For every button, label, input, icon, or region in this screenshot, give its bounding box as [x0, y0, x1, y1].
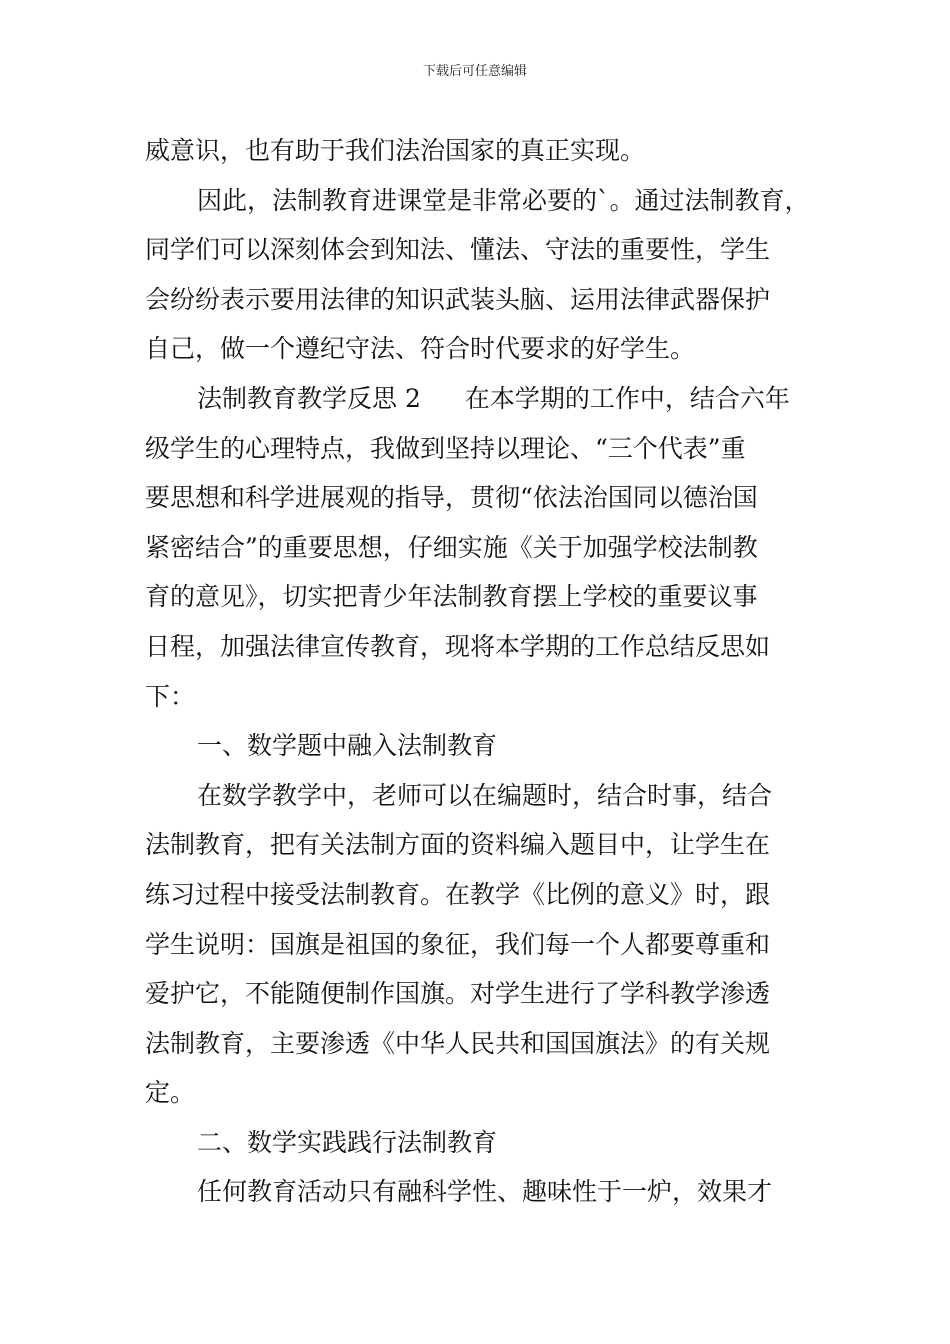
page-header-note: 下载后可任意编辑 — [422, 64, 527, 79]
document-body — [145, 126, 815, 1217]
paragraph-start: 在数学教学中，老师可以在编题时，结合时事，结合 — [197, 780, 773, 810]
text-line: 法制教育，主要渗透《中华人民共和国国旗法》的有关规 — [145, 1028, 771, 1058]
text-line: 练习过程中接受法制教育。在教学《比例的意义》时，跟 — [145, 879, 771, 909]
text-line: 法制教育，把有关法制方面的资料编入题目中，让学生在 — [145, 830, 771, 860]
text-line: 会纷纷表示要用法律的知识武装头脑、运用法律武器保护 — [145, 284, 771, 314]
text-line: 日程，加强法律宣传教育，现将本学期的工作总结反思如 — [145, 631, 771, 661]
text-line: 威意识，也有助于我们法治国家的真正实现。 — [145, 136, 646, 165]
paragraph-start: 因此，法制教育进课堂是非常必要的`。通过法制教育， — [197, 185, 810, 215]
text-line: 同学们可以深刻体会到知法、懂法、守法的重要性，学生 — [145, 235, 771, 265]
text-line: 要思想和科学进展观的指导，贯彻“依法治国同以德治国 — [145, 483, 758, 513]
section-title: 法制教育教学反思 2 — [197, 383, 421, 413]
subheading: 二、数学实践践行法制教育 — [197, 1127, 498, 1157]
section-title-line — [145, 374, 815, 424]
text-line: 育的意见》，切实把青少年法制教育摆上学校的重要议事 — [145, 582, 758, 612]
paragraph-start: 在本学期的工作中，结合六年 — [464, 383, 790, 413]
text-line: 级学生的心理特点，我做到坚持以理论、“三个代表”重 — [145, 433, 746, 463]
text-line: 学生说明：国旗是祖国的象征，我们每一个人都要尊重和 — [145, 929, 771, 959]
text-line: 爱护它，不能随便制作国旗。对学生进行了学科教学渗透 — [145, 979, 771, 1009]
text-line: 自己，做一个遵纪守法、符合时代要求的好学生。 — [145, 334, 696, 364]
paragraph-start: 任何教育活动只有融科学性、趣味性于一炉，效果才 — [197, 1177, 773, 1207]
subheading: 一、数学题中融入法制教育 — [197, 731, 498, 761]
text-line: 下： — [145, 681, 196, 711]
text-line: 定。 — [145, 1078, 196, 1108]
text-line: 紧密结合”的重要思想，仔细实施《关于加强学校法制教 — [145, 532, 758, 562]
